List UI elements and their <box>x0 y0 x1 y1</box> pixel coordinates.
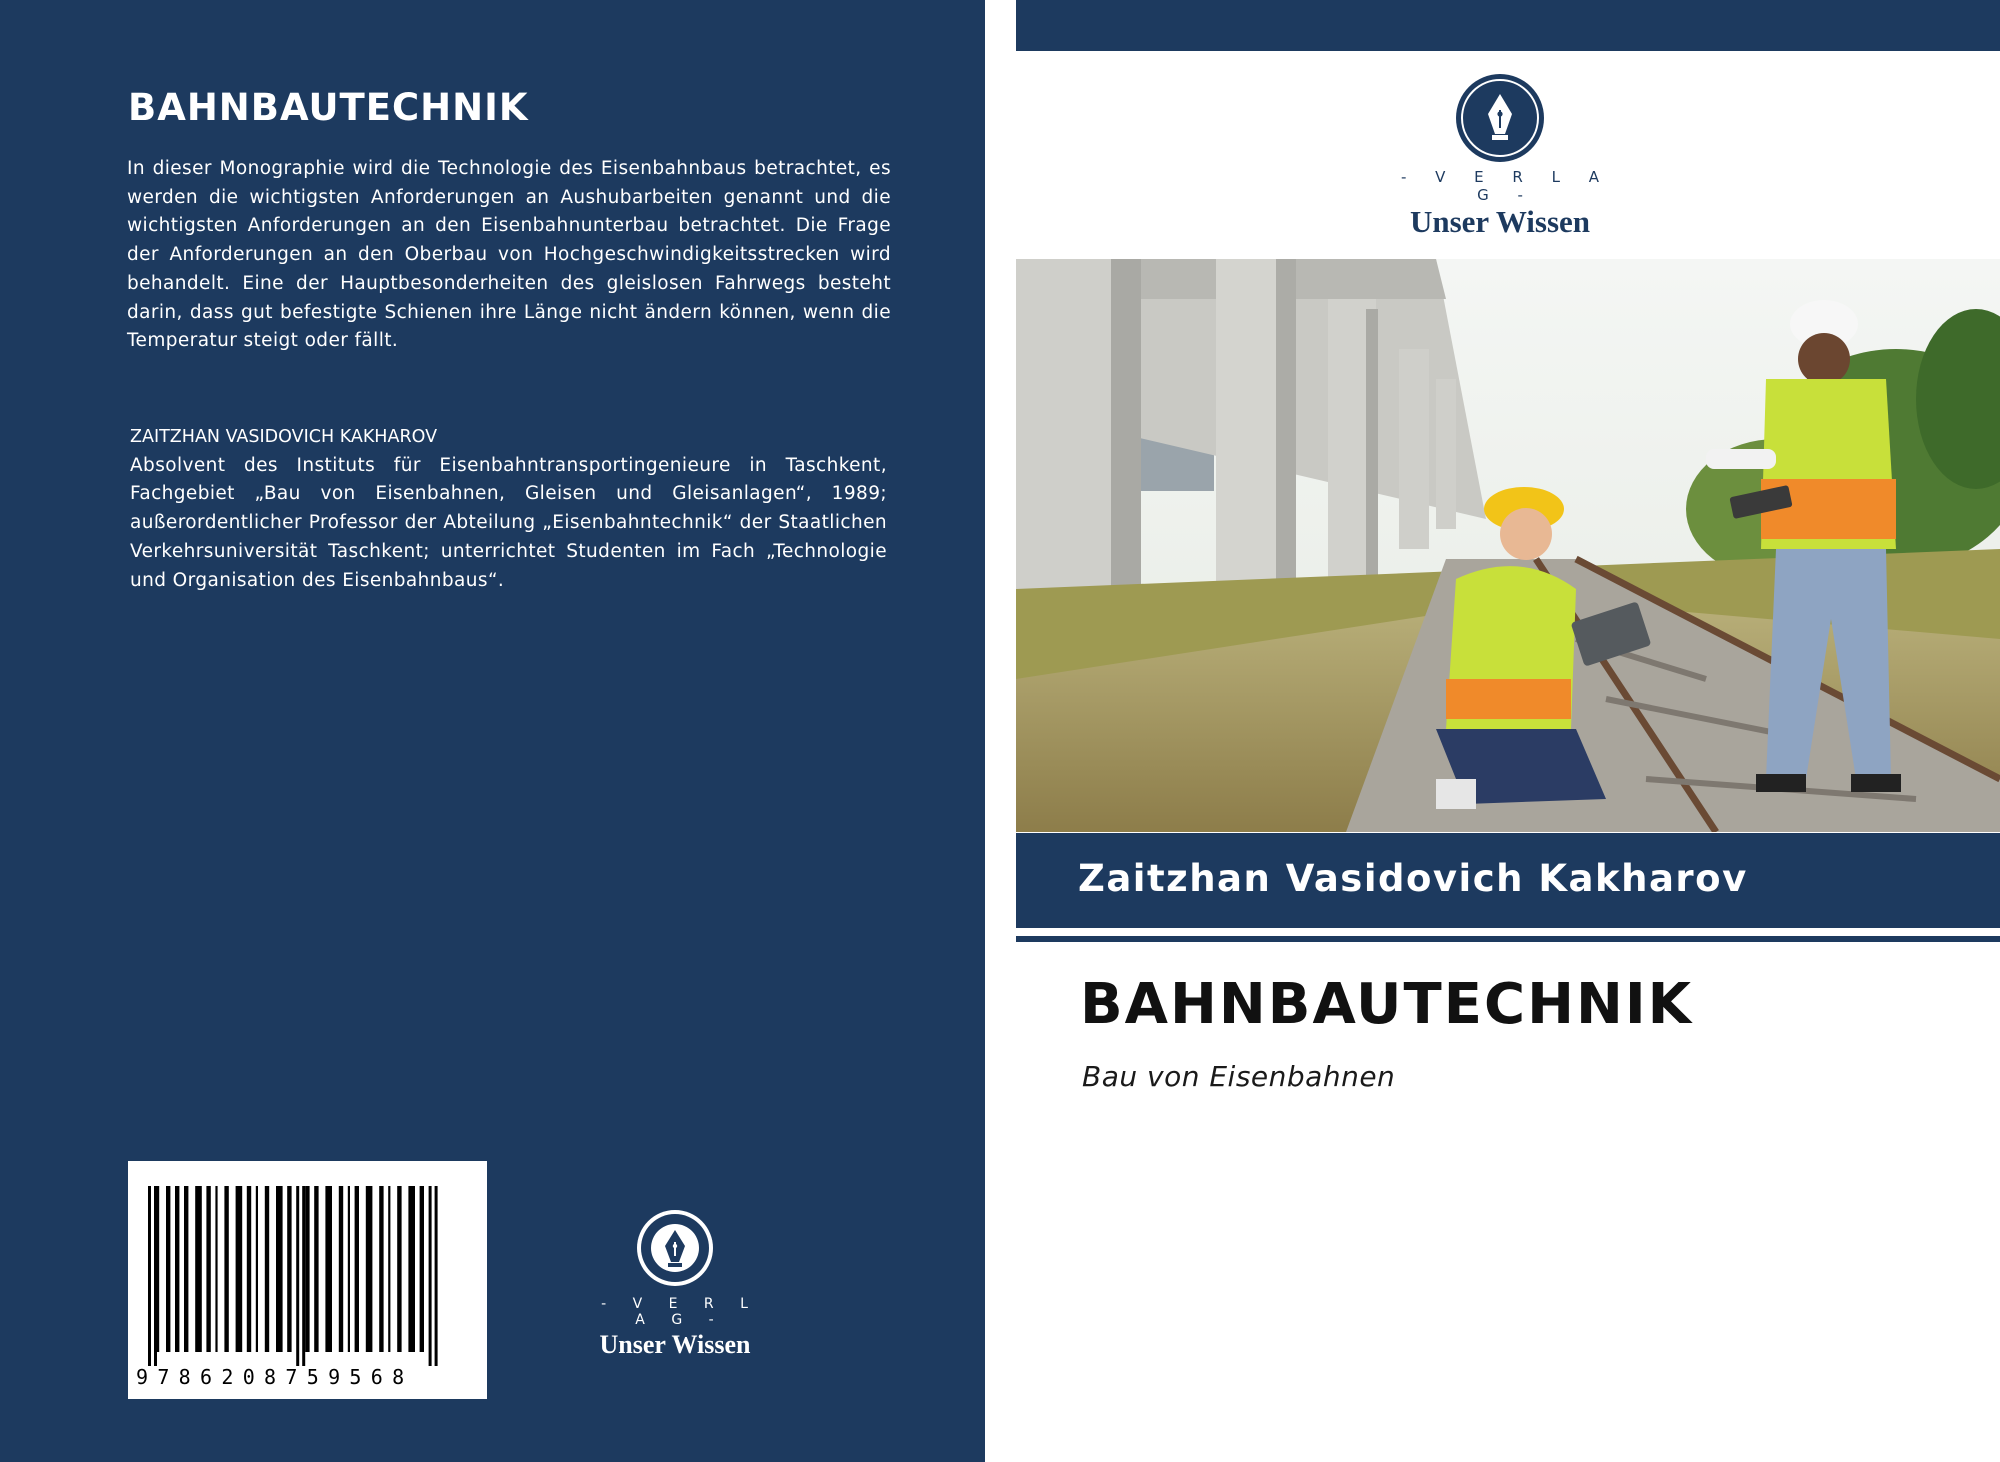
railway-workers-photo <box>1016 259 2000 832</box>
isbn-barcode <box>128 1161 487 1399</box>
author-name-band <box>1016 833 2000 928</box>
pen-nib-emblem-icon <box>1454 72 1546 164</box>
author-bio-text: Absolvent des Instituts für Eisenbahntransportingenieure in Taschkent, Fachgebiet „Bau von Eisenbahnen, Gleisen und Gleisanlagen“, 1989; außerordentlicher Professor der Abteilung „Eisenbahntechnik“ der Staatlichen Verkehrsuniversität Taschkent; unterrichtet Studenten im Fach „Technologie und Organisation des Eisenbahnbaus“. <box>130 454 887 591</box>
author-name-heading: ZAITZHAN VASIDOVICH KAKHAROV <box>130 427 438 447</box>
barcode-icon <box>146 1186 468 1366</box>
publisher-logo-front <box>1380 72 1620 240</box>
isbn-number: 9786208759568 <box>136 1365 414 1389</box>
back-cover-title: BAHNBAUTECHNIK <box>128 86 529 129</box>
back-cover <box>0 0 985 1462</box>
publisher-brand-name: Unser Wissen <box>1409 204 1591 239</box>
front-cover-subtitle: Bau von Eisenbahnen <box>1082 1060 1396 1093</box>
publisher-verlag-label: - V E R L A G - <box>601 1296 759 1328</box>
divider-line <box>1016 936 2000 942</box>
front-author-name: Zaitzhan Vasidovich Kakharov <box>1078 857 1748 900</box>
publisher-logo-back <box>585 1208 765 1360</box>
front-cover-top-bar <box>1016 0 2000 51</box>
book-description: In dieser Monographie wird die Technologie des Eisenbahnbaus betrachtet, es werden die wichtigsten Anforderungen an Aushubarbeiten genannt und die wichtigsten Anforderungen an den Eisenbahnunterbau betrachtet. Die Frage der Anforderungen an den Oberbau von Hochgeschwindigkeitsstrecken wird behandelt. Eine der Hauptbesonderheiten des gleislosen Fahrwegs besteht darin, dass gut befestigte Schienen ihre Länge nicht ändern können, wenn die Temperatur steigt oder fällt. <box>127 158 891 352</box>
publisher-verlag-label: - V E R L A G - <box>1400 168 1612 204</box>
front-cover-title: BAHNBAUTECHNIK <box>1080 972 1694 1037</box>
pen-nib-emblem-icon <box>635 1208 715 1288</box>
railway-workers-illustration <box>1016 259 2000 832</box>
author-biography <box>130 423 887 595</box>
publisher-brand-name: Unser Wissen <box>599 1330 751 1359</box>
